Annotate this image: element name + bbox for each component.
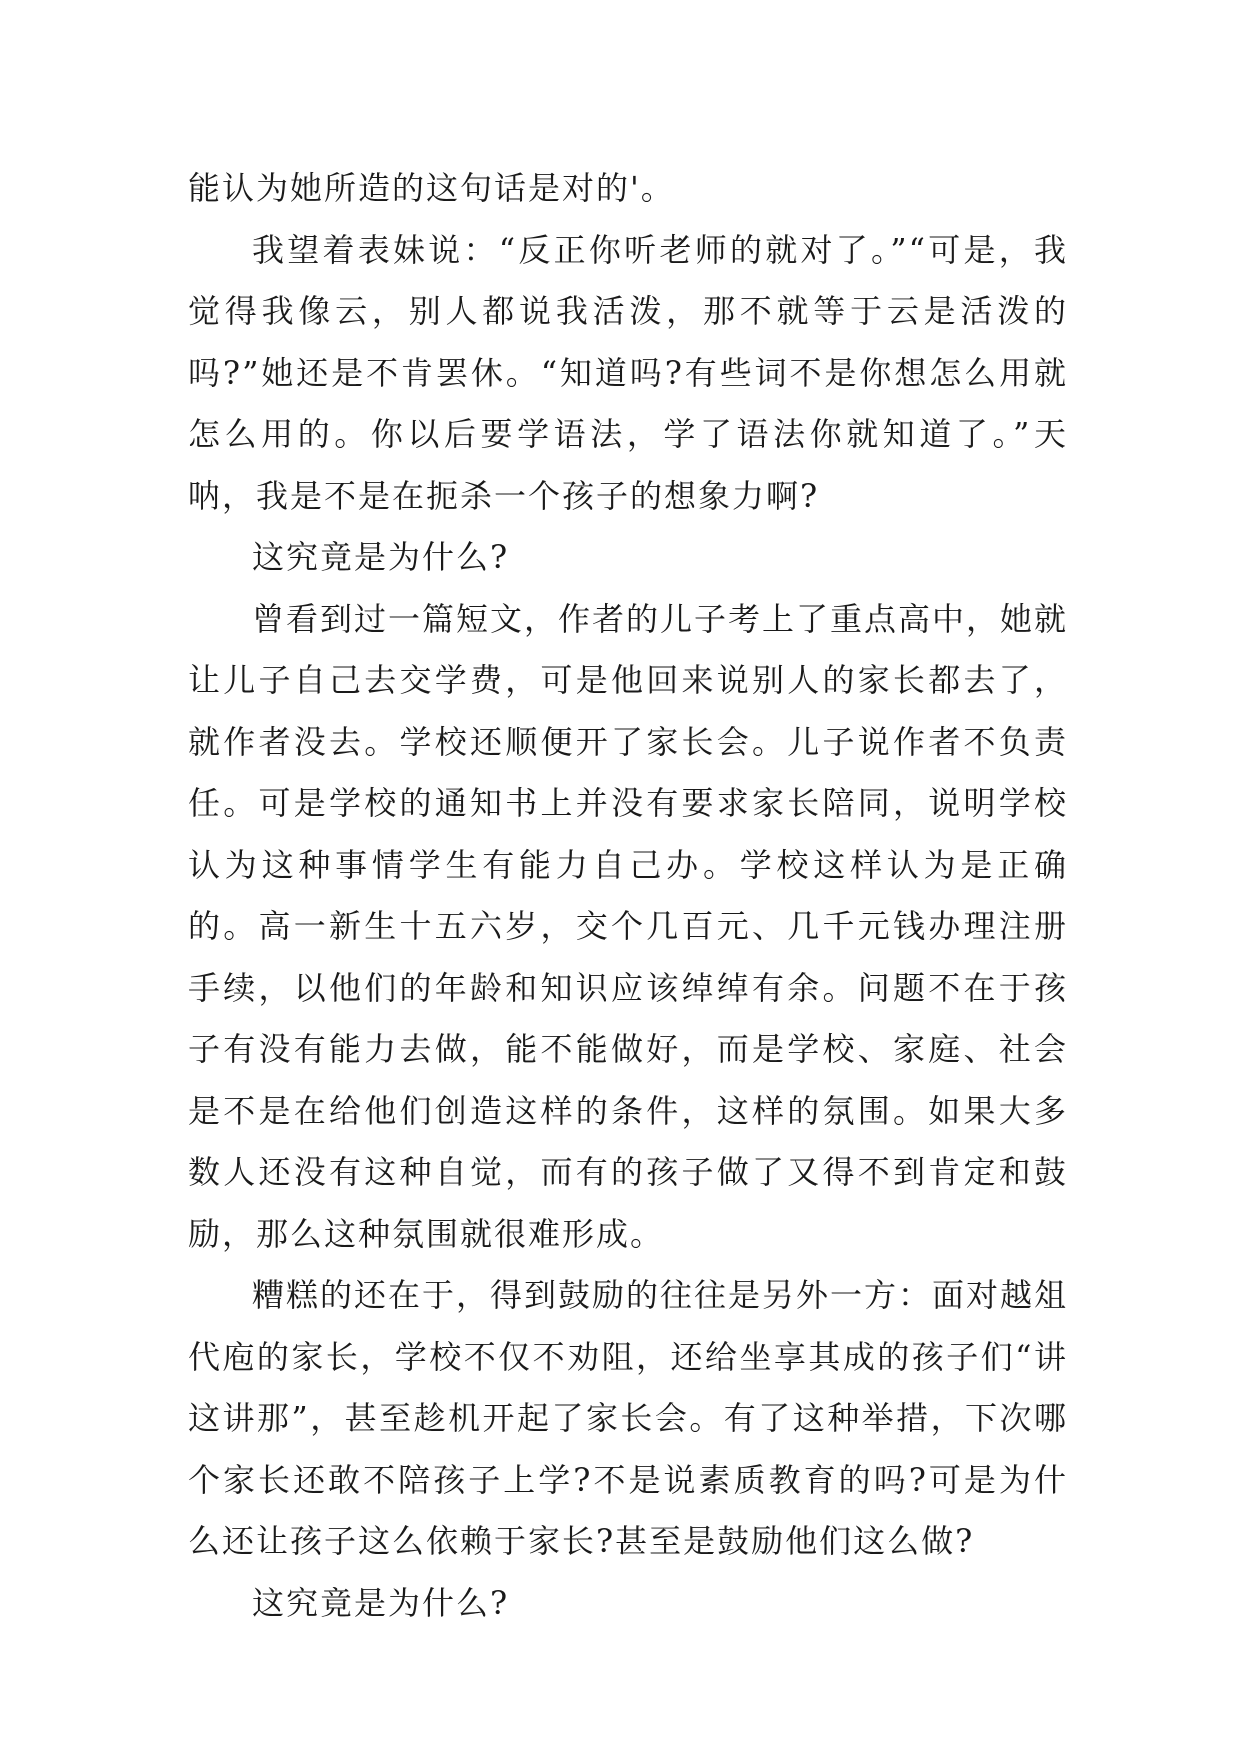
paragraph-1: 能认为她所造的这句话是对的'。 [188, 169, 675, 207]
paragraph-4: 曾看到过一篇短文，作者的儿子考上了重点高中，她就让儿子自己去交学费，可是他回来说别人的家长都去了，就作者没去。学校还顺便开了家长会。儿子说作者不负责任。可是学校的通知书上并没有要求家长陪同，说明学校认为这种事情学生有能力自己办。学校这样认为是正确的。高一新生十五六岁，交个几百元、几千元钱办理注册手续，以他们的年龄和知识应该绰绰有余。问题不在于孩子有没有能力去做，能不能做好，而是学校、家庭、社会是不是在给他们创造这样的条件，这样的氛围。如果大多数人还没有这种自觉，而有的孩子做了又得不到肯定和鼓励，那么这种氛围就很难形成。 [188, 599, 1069, 1253]
paragraph-6: 这究竟是为什么? [252, 1583, 510, 1622]
paragraph-5: 糟糕的还在于，得到鼓励的往往是另外一方：面对越俎代庖的家长，学校不仅不劝阻，还给坐享其成的孩子们“讲这讲那”，甚至趁机开起了家长会。有了这种举措，下次哪个家长还敢不陪孩子上学?不是说素质教育的吗?可是为什么还让孩子这么依赖于家长?甚至是鼓励他们这么做? [188, 1276, 1069, 1560]
paragraph-2: 我望着表妹说：“反正你听老师的就对了。”“可是，我觉得我像云，别人都说我活泼，那不就等于云是活泼的吗?”她还是不肯罢休。“知道吗?有些词不是你想怎么用就怎么用的。你以后要学语法，学了语法你就知道了。”天呐，我是不是在扼杀一个孩子的想象力啊? [188, 230, 1068, 515]
body-text [188, 158, 1068, 1634]
paragraph-3: 这究竟是为什么? [252, 538, 510, 576]
